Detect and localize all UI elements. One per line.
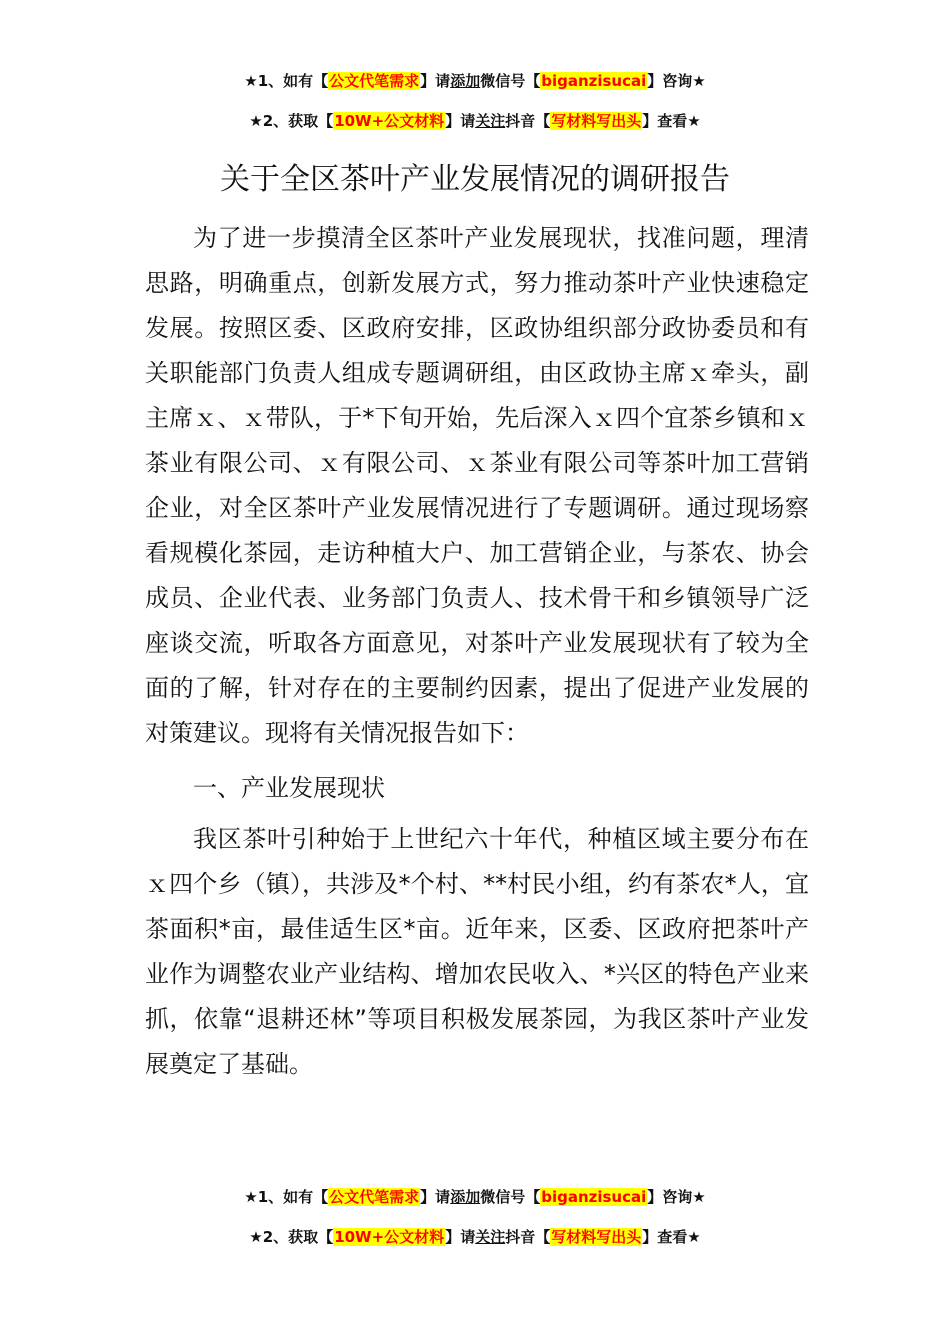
banner-text: ★2、获取【: [249, 1228, 334, 1246]
banner-text: 】请: [420, 1188, 451, 1206]
banner-highlight: biganzisucai: [541, 1188, 647, 1206]
banner-highlight: 10W+公文材料: [334, 112, 445, 130]
top-banner-line-2: [0, 110, 950, 132]
banner-underlined-text: 关注: [475, 1228, 506, 1246]
document-body: [145, 216, 809, 1087]
banner-text: 】请: [420, 72, 451, 90]
banner-underlined-text: 关注: [475, 112, 506, 130]
bottom-banner-line-2: [0, 1226, 950, 1248]
banner-underlined-text: 添加: [450, 72, 481, 90]
banner-text: 】查看★: [642, 112, 701, 130]
banner-text: 】请: [445, 1228, 476, 1246]
banner-underlined-text: 添加: [450, 1188, 481, 1206]
body-paragraph: 我区茶叶引种始于上世纪六十年代，种植区域主要分布在ｘ四个乡（镇），共涉及*个村、**村民小组，约有茶农*人，宜茶面积*亩，最佳适生区*亩。近年来，区委、区政府把茶叶产业作为调整农业产业结构、增加农民收入、*兴区的特色产业来抓，依靠“退耕还林”等项目积极发展茶园，为我区茶叶产业发展奠定了基础。: [145, 825, 809, 1078]
banner-text: 】请: [445, 112, 476, 130]
banner-text: 】咨询★: [647, 72, 706, 90]
banner-highlight: biganzisucai: [541, 72, 647, 90]
banner-text: 抖音【: [505, 112, 551, 130]
banner-text: 】查看★: [642, 1228, 701, 1246]
banner-text: 微信号【: [480, 72, 541, 90]
banner-highlight: 公文代笔需求: [329, 72, 420, 90]
banner-text: ★1、如有【: [244, 72, 329, 90]
banner-highlight: 公文代笔需求: [329, 1188, 420, 1206]
banner-text: 】咨询★: [647, 1188, 706, 1206]
banner-text: ★2、获取【: [249, 112, 334, 130]
banner-text: ★1、如有【: [244, 1188, 329, 1206]
banner-highlight: 写材料写出头: [551, 112, 642, 130]
banner-highlight: 写材料写出头: [551, 1228, 642, 1246]
bottom-banner-line-1: [0, 1186, 950, 1208]
document-title: 关于全区茶叶产业发展情况的调研报告: [220, 162, 730, 197]
banner-highlight: 10W+公文材料: [334, 1228, 445, 1246]
top-banner-line-1: [0, 70, 950, 92]
body-paragraph: 为了进一步摸清全区茶叶产业发展现状，找准问题，理清思路，明确重点，创新发展方式，努力推动茶叶产业快速稳定发展。按照区委、区政府安排，区政协组织部分政协委员和有关职能部门负责人组成专题调研组，由区政协主席ｘ牵头，副主席ｘ、ｘ带队，于*下旬开始，先后深入ｘ四个宜茶乡镇和ｘ茶业有限公司、ｘ有限公司、ｘ茶业有限公司等茶叶加工营销企业，对全区茶叶产业发展情况进行了专题调研。通过现场察看规模化茶园，走访种植大户、加工营销企业，与茶农、协会成员、企业代表、业务部门负责人、技术骨干和乡镇领导广泛座谈交流，听取各方面意见，对茶叶产业发展现状有了较为全面的了解，针对存在的主要制约因素，提出了促进产业发展的对策建议。现将有关情况报告如下：: [145, 224, 809, 747]
section-heading: 一、产业发展现状: [193, 774, 385, 802]
banner-text: 微信号【: [480, 1188, 541, 1206]
banner-text: 抖音【: [505, 1228, 551, 1246]
